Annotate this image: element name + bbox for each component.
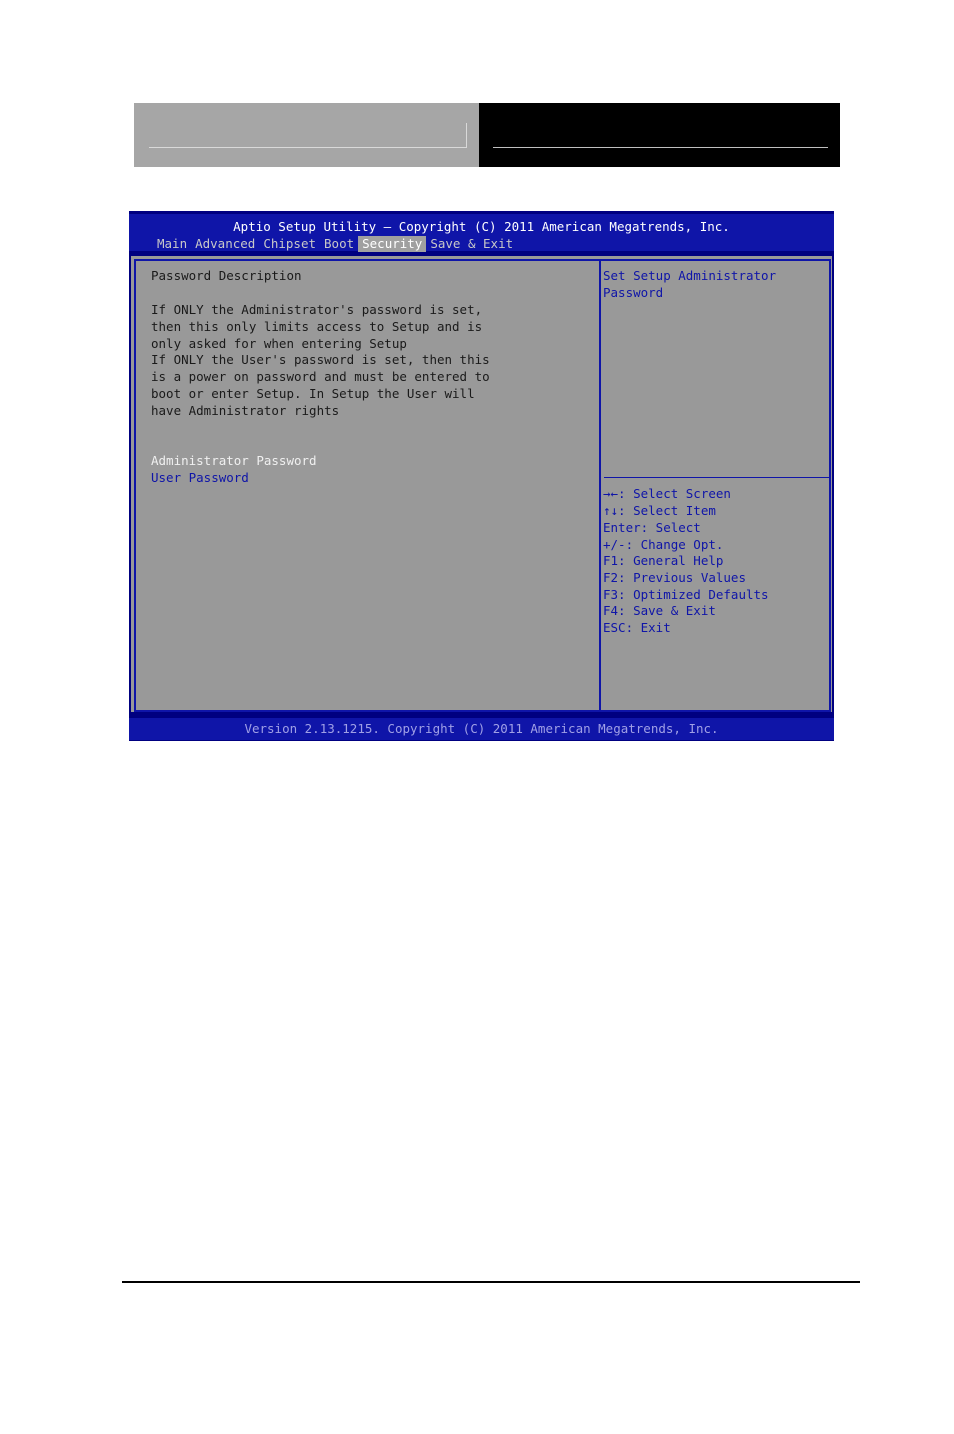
menu-item-user-password[interactable]: User Password: [151, 470, 249, 485]
help-text-line: Password: [603, 285, 664, 300]
description-line: If ONLY the User's password is set, then this: [151, 352, 490, 367]
footer-bar: [129, 718, 834, 740]
key-hint-f2: F2: Previous Values: [603, 570, 746, 585]
document-header-right: [479, 103, 840, 167]
tab-chipset[interactable]: Chipset: [263, 236, 317, 251]
description-line: boot or enter Setup. In Setup the User will: [151, 386, 475, 401]
key-hint-select-item: ↑↓: Select Item: [603, 503, 716, 518]
title-bar: [129, 214, 834, 251]
description-line: is a power on password and must be entered to: [151, 369, 490, 384]
description-line: only asked for when entering Setup: [151, 336, 407, 351]
tab-security[interactable]: Security: [358, 236, 426, 252]
key-hint-f3: F3: Optimized Defaults: [603, 587, 769, 602]
bios-title: Aptio Setup Utility – Copyright (C) 2011 American Megatrends, Inc.: [233, 219, 730, 234]
content-frame: [134, 259, 831, 712]
menu-tabs: [153, 236, 517, 252]
tab-boot[interactable]: Boot: [324, 236, 355, 251]
header-rule: [493, 147, 828, 148]
key-hint-change-opt: +/-: Change Opt.: [603, 537, 724, 552]
key-hint-f1: F1: General Help: [603, 553, 724, 568]
tab-save-exit[interactable]: Save & Exit: [430, 236, 514, 251]
header-rule: [149, 147, 467, 148]
description-line: If ONLY the Administrator's password is set,: [151, 302, 483, 317]
section-heading: Password Description: [151, 268, 302, 283]
menu-item-administrator-password[interactable]: Administrator Password: [151, 453, 317, 468]
bios-screen: [129, 211, 834, 741]
tab-advanced[interactable]: Advanced: [195, 236, 256, 251]
description-line: then this only limits access to Setup and is: [151, 319, 483, 334]
panel-divider: [599, 261, 601, 710]
description-line: have Administrator rights: [151, 403, 340, 418]
help-text-line: Set Setup Administrator: [603, 268, 777, 283]
header-rule-tick: [466, 123, 467, 148]
key-hint-esc: ESC: Exit: [603, 620, 671, 635]
key-hint-select-screen: →←: Select Screen: [603, 486, 731, 501]
document-header-left: [134, 103, 479, 167]
help-divider: [604, 477, 830, 478]
key-hint-f4: F4: Save & Exit: [603, 603, 716, 618]
tab-main[interactable]: Main: [157, 236, 188, 251]
version-footer: Version 2.13.1215. Copyright (C) 2011 American Megatrends, Inc.: [244, 721, 719, 736]
key-hint-enter: Enter: Select: [603, 520, 701, 535]
page-bottom-rule: [122, 1281, 860, 1283]
main-area: [131, 256, 832, 712]
